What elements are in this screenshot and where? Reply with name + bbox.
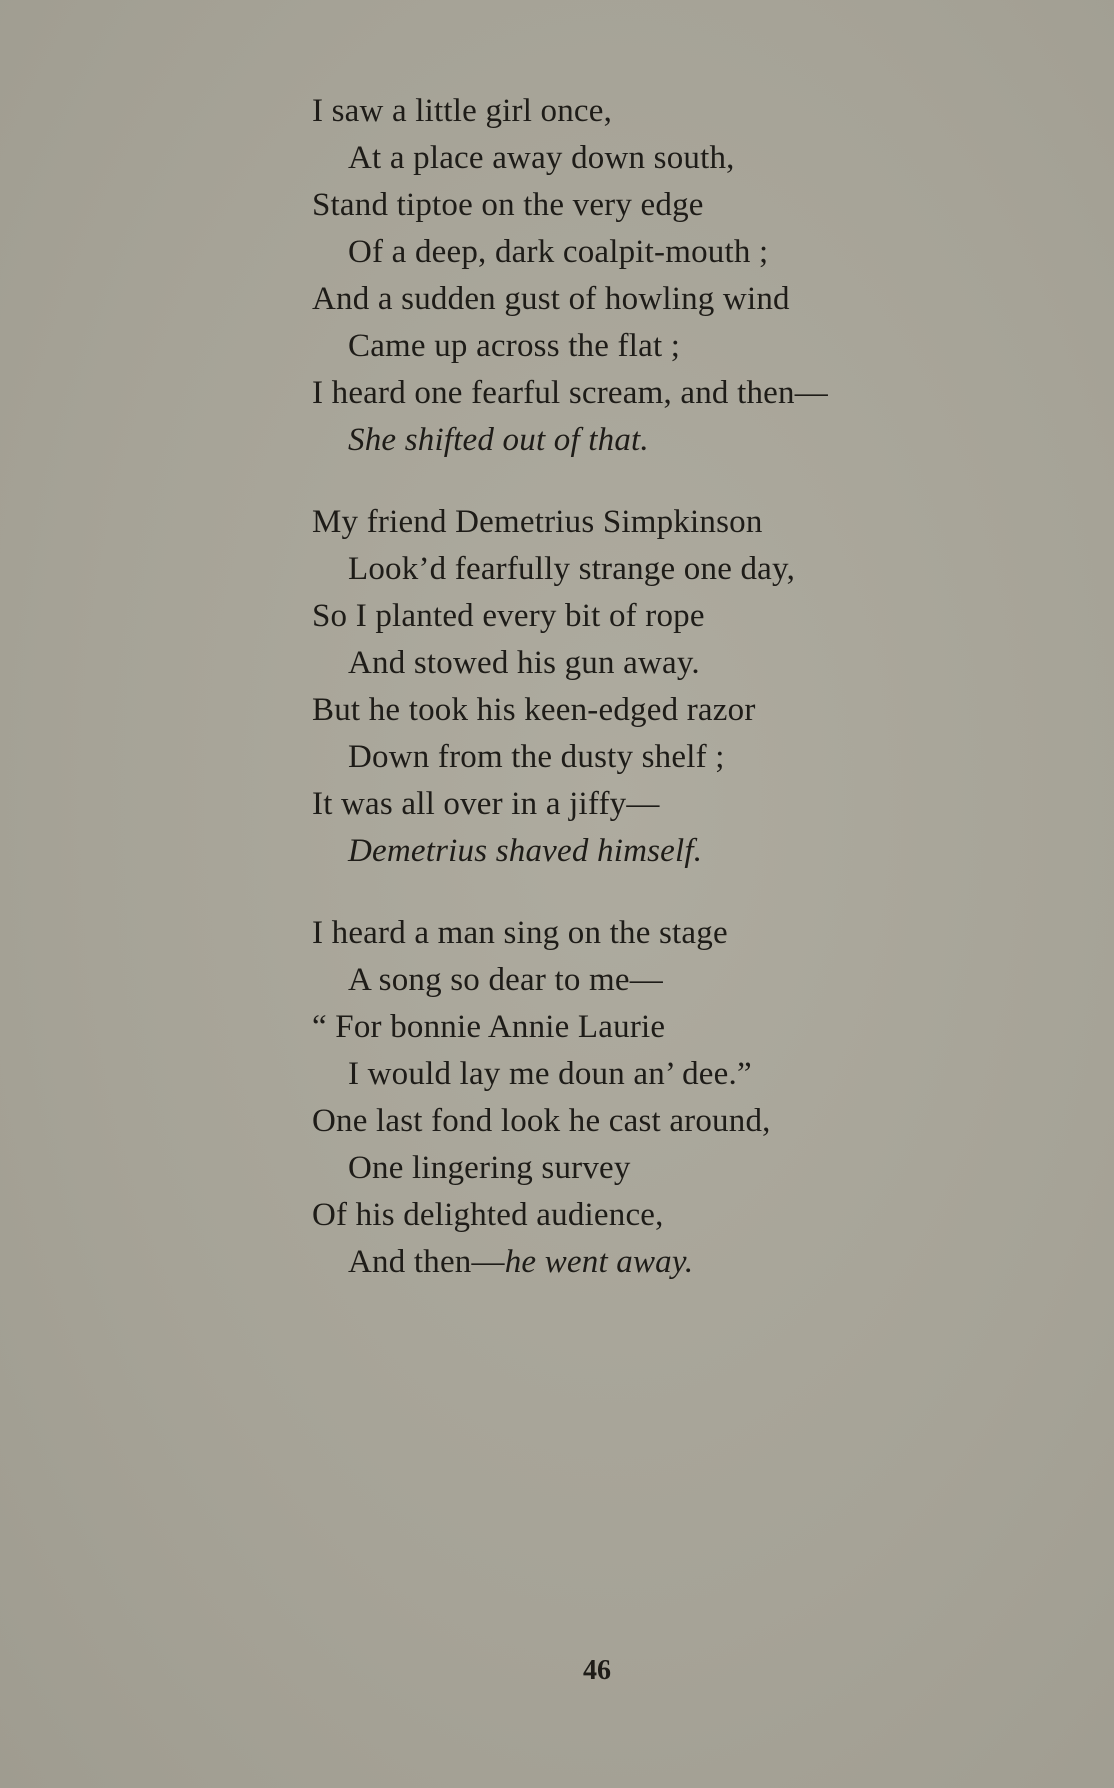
poem-line: At a place away down south, bbox=[348, 140, 735, 176]
poem-line: So I planted every bit of rope bbox=[312, 598, 705, 634]
poem-line: I heard one fearful scream, and then— bbox=[312, 375, 828, 411]
poem-line-italic: She shifted out of that. bbox=[348, 422, 649, 458]
poem-line-italic: Demetrius shaved himself. bbox=[348, 833, 703, 869]
poem-line: My friend Demetrius Simpkinson bbox=[312, 504, 763, 540]
poem-line: I would lay me doun an’ dee.” bbox=[348, 1056, 752, 1092]
poem-line: Of his delighted audience, bbox=[312, 1197, 664, 1233]
stanza-2 bbox=[312, 499, 1012, 875]
poem-line: A song so dear to me— bbox=[348, 962, 663, 998]
poem-line-roman-part: And then— bbox=[348, 1244, 505, 1280]
stanza-3 bbox=[312, 910, 1012, 1286]
poem-line: Down from the dusty shelf ; bbox=[348, 739, 725, 775]
poem-line: I saw a little girl once, bbox=[312, 93, 613, 129]
poem-line: But he took his keen-edged razor bbox=[312, 692, 756, 728]
poem-line-mixed bbox=[312, 1239, 1012, 1286]
poem-line: Of a deep, dark coalpit-mouth ; bbox=[348, 234, 769, 270]
poem-line: It was all over in a jiffy— bbox=[312, 786, 660, 822]
poem-line: Look’d fearfully strange one day, bbox=[348, 551, 796, 587]
page-number: 46 bbox=[583, 1655, 611, 1686]
poem-line: I heard a man sing on the stage bbox=[312, 915, 728, 951]
poem-line: Stand tiptoe on the very edge bbox=[312, 187, 704, 223]
poem-line: Came up across the flat ; bbox=[348, 328, 681, 364]
poem-line-italic-part: he went away. bbox=[504, 1244, 694, 1280]
poem-line: And stowed his gun away. bbox=[348, 645, 700, 681]
stanza-1 bbox=[312, 88, 1012, 464]
poem bbox=[312, 88, 1012, 1321]
poem-line: And a sudden gust of howling wind bbox=[312, 281, 790, 317]
poem-line: “ For bonnie Annie Laurie bbox=[312, 1009, 666, 1045]
poem-line: One lingering survey bbox=[348, 1150, 631, 1186]
poem-line: One last fond look he cast around, bbox=[312, 1103, 771, 1139]
